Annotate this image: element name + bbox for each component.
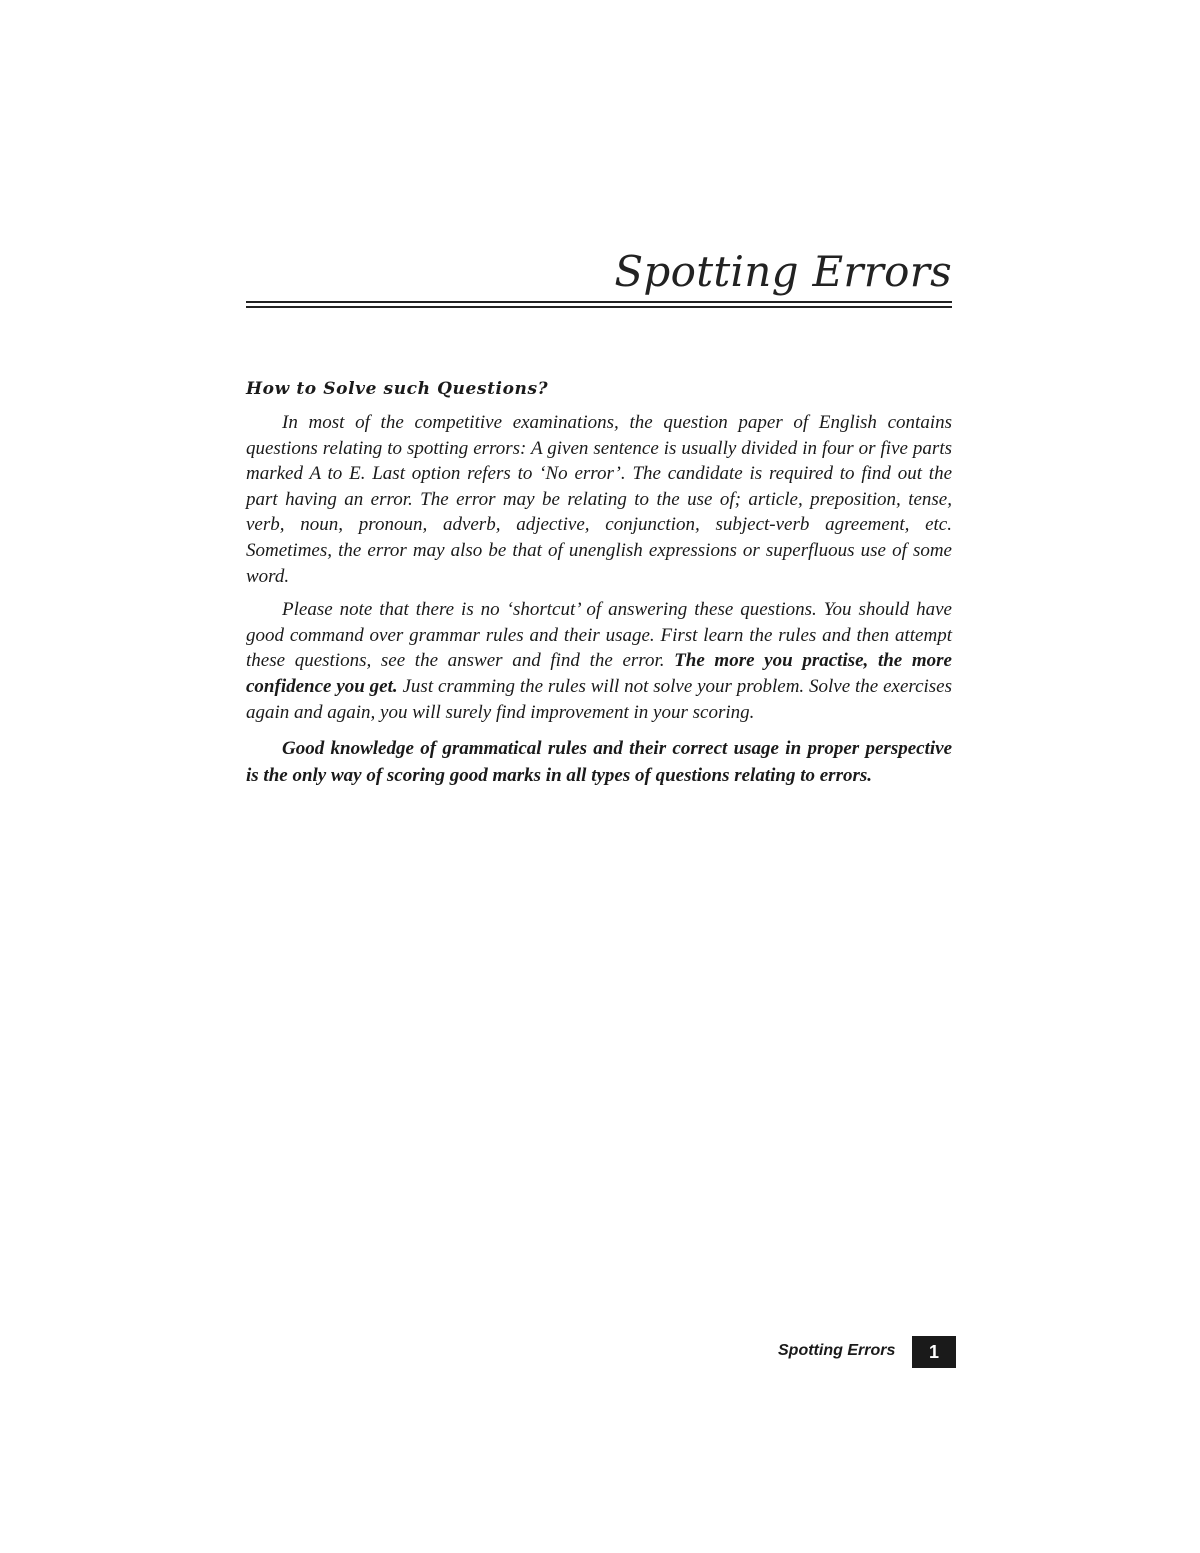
main-content: [246, 376, 952, 797]
page-number: 1: [928, 1342, 939, 1362]
title-rule-top: [246, 301, 952, 303]
title-rule-bottom: [246, 306, 952, 308]
paragraph-advice-start: Please note that there is no ‘shortcut’ of answering these questions. You should have good command over grammar rules and their usage. First learn the rules and then attempt these questions, see the answer and find the error.: [246, 599, 952, 672]
paragraph-advice: [246, 597, 952, 725]
page-footer: [778, 1336, 954, 1366]
paragraph-conclusion: Good knowledge of grammatical rules and their correct usage in proper perspective is the only way of scoring good marks in all types of questions relating to errors.: [246, 738, 952, 787]
page-title: Spotting Errors: [614, 247, 952, 296]
paragraph-advice-end: Just cramming the rules will not solve your problem. Solve the exercises again and again, you will surely find improvement in your scoring.: [246, 675, 953, 723]
section-heading: How to Solve such Questions?: [246, 379, 549, 399]
paragraph-intro: In most of the competitive examinations, the question paper of English contains questions relating to spotting errors: A given sentence is usually divided in four or five parts marked A to E. Last option refers to ‘No error’. The candidate is required to find out the part having an error. The error may be relating to the use of; article, preposition, tense, verb, noun, pronoun, adverb, adjective, conjunction, subject-verb agreement, etc. Sometimes, the error may also be that of unenglish expressions or superfluous use of some word.: [246, 412, 952, 587]
paragraph-advice-bold: The more you practise, the more confidence you get.: [246, 650, 952, 697]
footer-label: Spotting Errors: [778, 1342, 896, 1359]
page-number-box: [912, 1336, 956, 1368]
